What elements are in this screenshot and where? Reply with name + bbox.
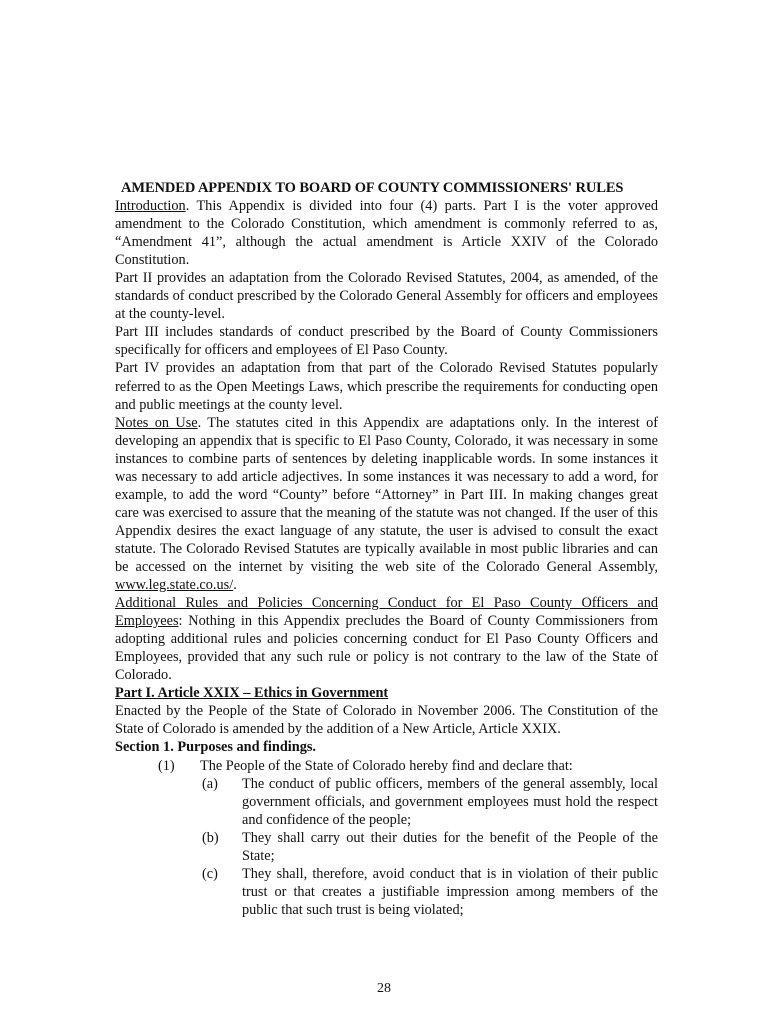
introduction-paragraph <box>115 197 658 269</box>
list-item-text: The People of the State of Colorado hereby find and declare that: <box>200 757 573 774</box>
document-body <box>115 179 658 919</box>
notes-text: . The statutes cited in this Appendix are adaptations only. In the interest of developing an appendix that is specific to El Paso County, Colorado, it was necessary in some instances to combine parts of sentences by deleting inapplicable words. In some instances it was necessary to add article adjectives. In some instances it was necessary to add a word, for example, to add the word “County” before “Attorney” in Part III. In making changes great care was exercised to assure that the meaning of the statute was not changed. If the user of this Appendix desires the exact language of any statute, the user is advised to consult the exact statute. The Colorado Revised Statutes are typically available in most public libraries and can be accessed on the internet by visiting the web site of the Colorado General Assembly, <box>115 414 658 575</box>
additional-rules-label: Additional Rules and Policies Concerning Conduct for El Paso County Officers and Employees <box>115 595 658 630</box>
list-item-letter: (c) <box>202 865 218 882</box>
list-item-1 <box>158 757 658 775</box>
additional-rules-text: : Nothing in this Appendix precludes the Board of County Commissioners from adopting additional rules and policies concerning conduct for El Paso County Officers and Employees, provided that any such rule or policy is not contrary to the law of the State of Colorado. <box>115 613 658 684</box>
notes-label: Notes on Use <box>115 414 198 431</box>
introduction-text: . This Appendix is divided into four (4) parts. Part I is the voter approved amendment to the Colorado Constitution, which amendment is commonly referred to as, “Amendment 41”, although the actual amendment is Article XXIV of the Colorado Constitution. <box>115 198 658 269</box>
part1-paragraph: Enacted by the People of the State of Colorado in November 2006. The Constitution of the State of Colorado is amended by the addition of a New Article, Article XXIX. <box>115 703 658 738</box>
part3-paragraph: Part III includes standards of conduct prescribed by the Board of County Commissioners specifically for officers and employees of El Paso County. <box>115 324 658 359</box>
introduction-label: Introduction <box>115 198 186 215</box>
part2-paragraph: Part II provides an adaptation from the Colorado Revised Statutes, 2004, as amended, of the standards of conduct prescribed by the Colorado General Assembly for officers and employees at the county-level. <box>115 270 658 323</box>
list-item-letter: (b) <box>202 829 219 846</box>
list-item-a <box>202 775 658 829</box>
list-item-c <box>202 865 658 919</box>
legislature-link[interactable]: www.leg.state.co.us/ <box>115 577 234 594</box>
list-item-b <box>202 829 658 865</box>
list-item-text: They shall carry out their duties for the benefit of the People of the State; <box>242 829 658 864</box>
additional-rules-paragraph <box>115 594 658 684</box>
list-item-text: The conduct of public officers, members of the general assembly, local government officials, and government employees must hold the respect and confidence of the people; <box>242 775 658 828</box>
list-item-text: They shall, therefore, avoid conduct that is in violation of their public trust or that creates a justifiable impression among members of the public that such trust is being violated; <box>242 865 658 918</box>
notes-paragraph <box>115 414 658 594</box>
document-title: AMENDED APPENDIX TO BOARD OF COUNTY COMMISSIONERS' RULES <box>121 180 624 196</box>
section1-heading: Section 1. Purposes and findings. <box>115 739 316 756</box>
page-number: 28 <box>377 981 391 996</box>
notes-end: . <box>233 577 237 594</box>
part4-paragraph: Part IV provides an adaptation from that part of the Colorado Revised Statutes popularly referred to as the Open Meetings Laws, which prescribe the requirements for conducting open and public meetings at the county level. <box>115 360 658 413</box>
part1-heading: Part I. Article XXIX – Ethics in Government <box>115 685 389 702</box>
list-item-letter: (a) <box>202 775 218 792</box>
list-item-number: (1) <box>158 757 175 774</box>
